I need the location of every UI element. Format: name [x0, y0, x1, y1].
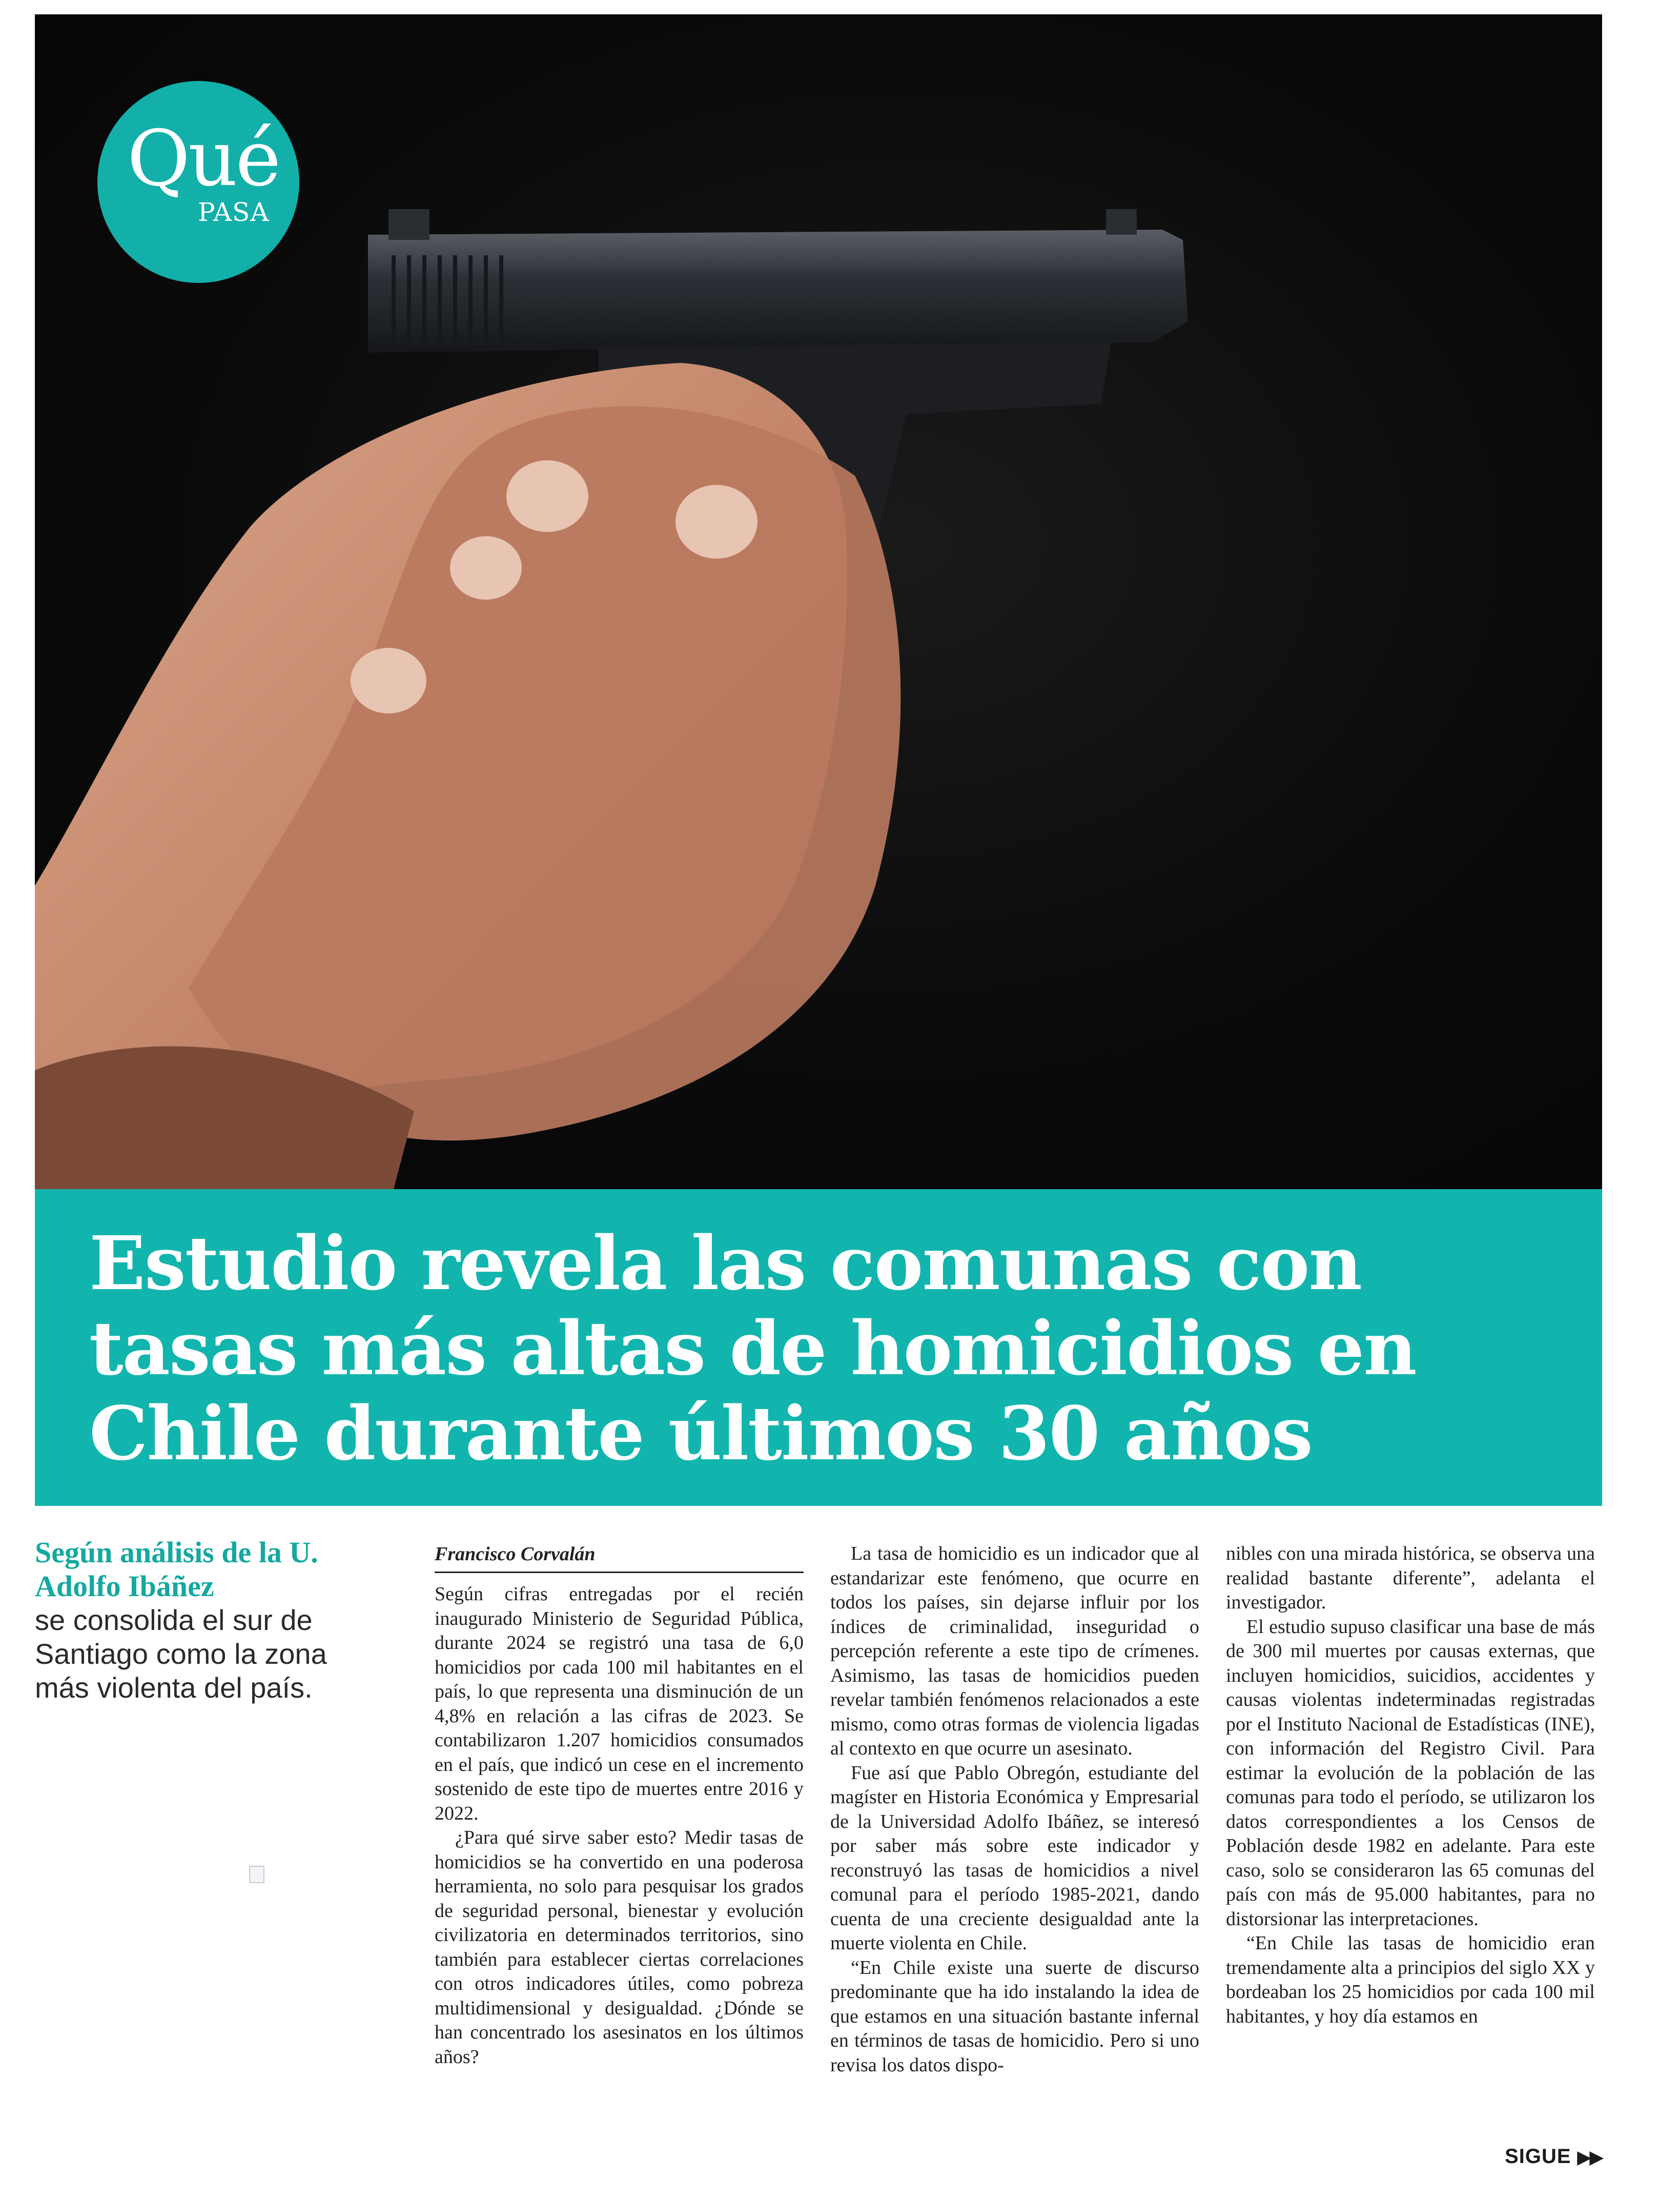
gun-rear-sight [388, 209, 429, 240]
sigue-label: SIGUE [1505, 2145, 1571, 2168]
paragraph: “En Chile existe una suerte de discurso predominante que ha ido instalando la idea de que estamos en una situación bastante infernal en términos de tasas de homicidio. Pero si uno revisa los datos dispo- [830, 1956, 1199, 2076]
logo-pasa: PASA [198, 197, 270, 227]
paragraph: El estudio supuso clasificar una base de más de 300 mil muertes por causas externas, que incluyen homicidios, suicidios, accidentes y causas violentas indeterminadas registradas por el Instituto Nacional de Estadísticas (INE), con información del Registro Civil. Para estimar la evolución de la población de las comunas para todo el período, se utilizaron los datos correspondientes a los Censos de Población desde 1982 en adelante. Para este caso, solo se consideraron las 65 comunas del país con más de 95.000 habitantes, para no distorsionar las interpretaciones. [1226, 1616, 1595, 1930]
byline: Francisco Corvalán [435, 1542, 804, 1573]
logo-que: Qué [127, 114, 279, 203]
double-arrow-icon: ▶▶ [1577, 2148, 1602, 2167]
paragraph: La tasa de homicidio es un indicador que al estandarizar este fenómeno, que ocurre en todos los países, sin dejarse influir por los índices de criminalidad, inseguridad o percepción referente a este tipo de crímenes. Asimismo, las tasas de homicidios pueden revelar también fenómenos relacionados a este mismo, como otras formas de violencia ligadas al contexto en que ocurre un asesinato. [830, 1543, 1199, 1759]
deck-rest: se consolida el sur de Santiago como la zona más violenta del país. [35, 1604, 327, 1704]
paragraph: Fue así que Pablo Obregón, estudiante del magíster en Historia Económica y Empresarial de la Universidad Adolfo Ibáñez, se interesó por saber más sobre este indicador y reconstruyó las tasas de homicidios a nivel comunal para el período 1985-2021, dando cuenta de una creciente desigualdad ante la muerte violenta en Chile. [830, 1762, 1199, 1954]
article-headline: Estudio revela las comunas con tasas más altas de homicidios en Chile durante últimos 30 años [89, 1220, 1416, 1477]
gun-slide [368, 230, 1188, 353]
text-column-2 [830, 1542, 1199, 2077]
gun-front-sight [1106, 209, 1137, 235]
paragraph: ¿Para qué sirve saber esto? Medir tasas de homicidios se ha convertido en una poderosa herramienta, no solo para pesquisar los grados de seguridad personal, bienestar y evolución civilizatoria en determinados territorios, sino también para establecer ciertas correlaciones con otros indicadores útiles, como pobreza multidimensional y desigualdad. ¿Dónde se han concentrado los asesinatos en los últimos años? [435, 1827, 804, 2068]
continue-indicator [1505, 2145, 1602, 2168]
paragraph: nibles con una mirada histórica, se observa una realidad bastante diferente”, adelanta el investigador. [1226, 1543, 1595, 1613]
paragraph: Según cifras entregadas por el recién inaugurado Ministerio de Seguridad Pública, durante 2024 se registró una tasa de 6,0 homicidios por cada 100 mil habitantes en el país, lo que representa una disminución de un 4,8% en relación a las cifras de 2023. Se contabilizaron 1.207 homicidios consumados en el país, que indicó un cese en el incremento sostenido de este tipo de muertes entre 2016 y 2022. [435, 1583, 804, 1824]
small-marker-icon [249, 1866, 264, 1883]
deck-lead: Según análisis de la U. Adolfo Ibáñez [35, 1536, 318, 1603]
article-deck [35, 1536, 342, 1705]
que-pasa-logo [97, 81, 299, 283]
text-column-1 [435, 1542, 804, 2069]
headline-band [35, 1189, 1602, 1506]
paragraph: “En Chile las tasas de homicidio eran tremendamente alta a principios del siglo XX y bordeaban los 25 homicidios por cada 100 mil habitantes, y hoy día estamos en [1226, 1932, 1595, 2027]
hero-photo [35, 14, 1602, 1189]
text-column-3 [1226, 1542, 1595, 2029]
